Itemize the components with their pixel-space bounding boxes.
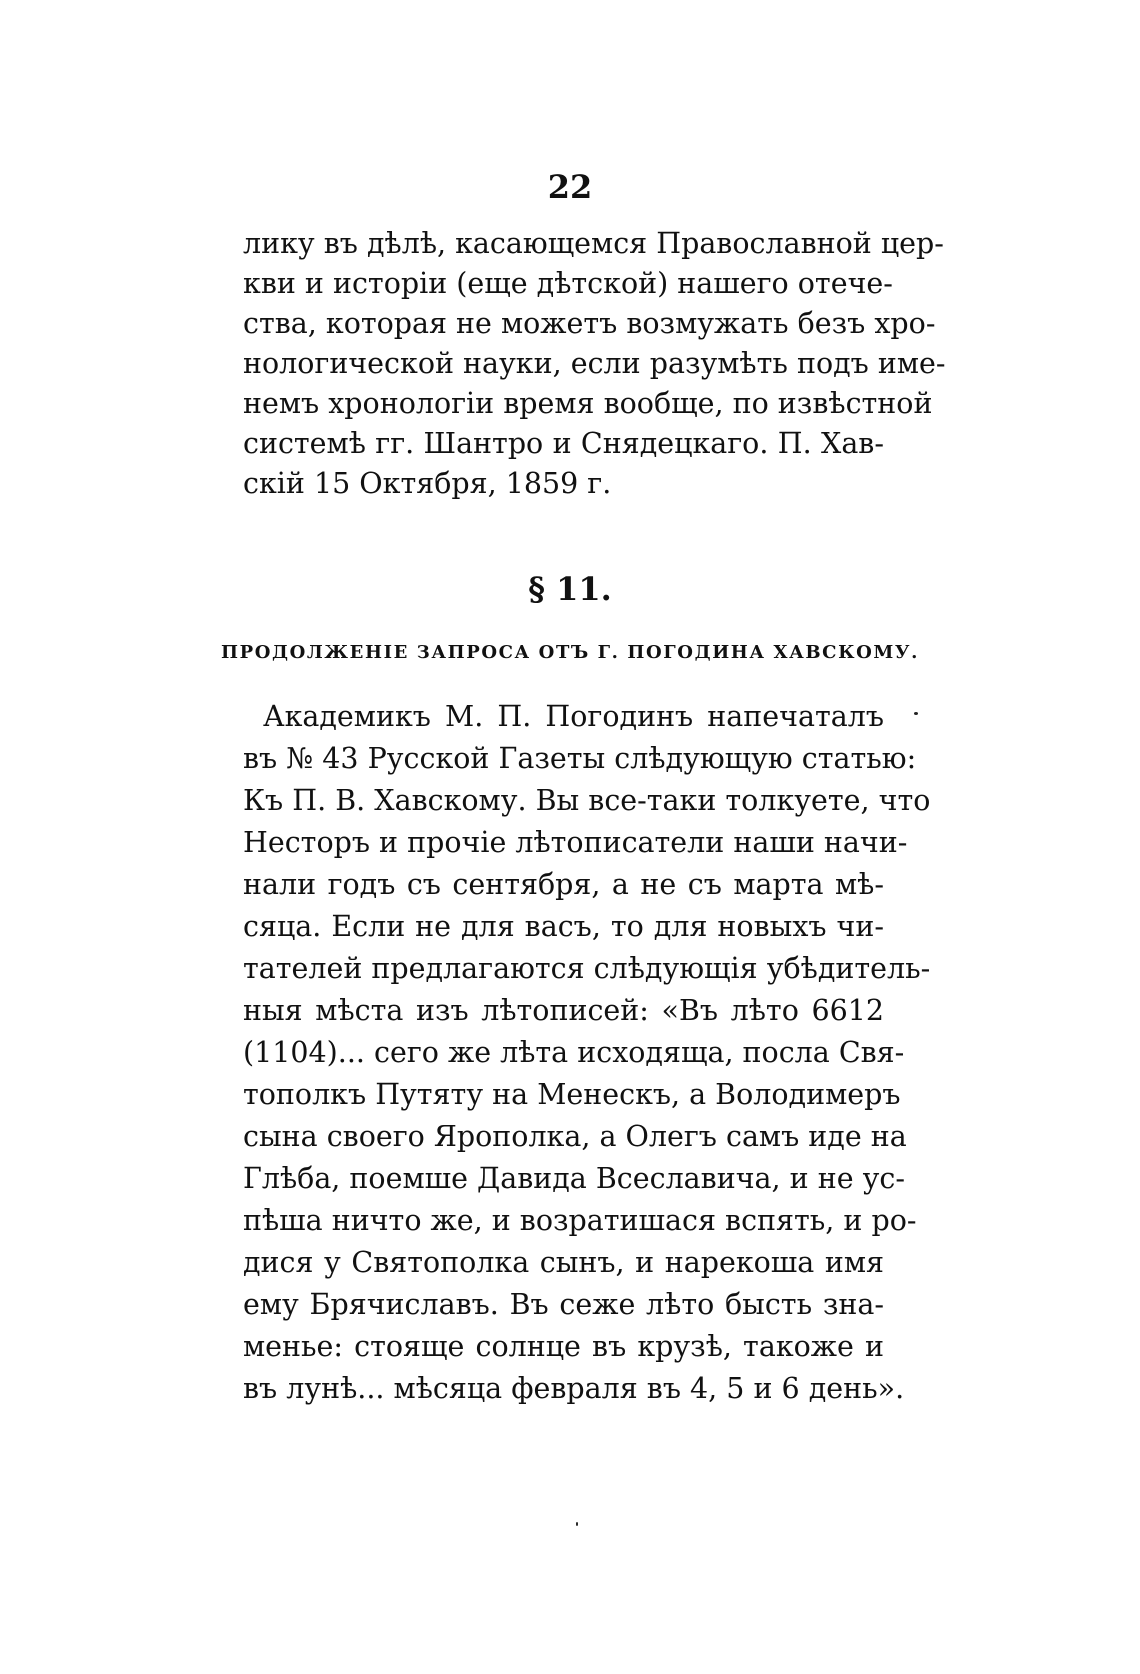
text-line: системѣ гг. Шантро и Снядецкаго. П. Хав-	[243, 427, 884, 460]
text-line: (1104)... сего же лѣта исходяща, посла Свя-	[243, 1036, 905, 1069]
text-line: Глѣба, поемше Давида Всеславича, и не ус-	[243, 1162, 905, 1195]
text-line: менье: стояще солнце въ крузѣ, такоже и	[243, 1330, 884, 1363]
text-line: тателей предлагаются слѣдующія убѣдитель-	[243, 952, 931, 985]
text-line: ему Брячиславъ. Въ сеже лѣто бысть зна-	[243, 1288, 884, 1321]
text-line: сяца. Если не для васъ, то для новыхъ чи-	[243, 910, 884, 943]
section-number: § 11.	[528, 570, 612, 608]
text-line: нологической науки, если разумѣть подъ име-	[243, 347, 946, 380]
text-line: пѣша ничто же, и возратишася вспять, и ро-	[243, 1204, 917, 1237]
ink-speck	[576, 1522, 578, 1526]
page-number: 22	[547, 168, 593, 206]
text-line: дися у Святополка сынъ, и нарекоша имя	[243, 1246, 884, 1279]
text-line: ныя мѣста изъ лѣтописей: «Въ лѣто 6612	[243, 994, 884, 1027]
text-line: въ № 43 Русской Газеты слѣдующую статью:	[243, 742, 917, 775]
text-line: нали годъ съ сентября, а не съ марта мѣ-	[243, 868, 884, 901]
text-line: тополкъ Путяту на Менескъ, а Володимеръ	[243, 1078, 901, 1111]
ink-speck	[914, 712, 918, 715]
text-line: сына своего Ярополка, а Олегъ самъ иде на	[243, 1120, 907, 1153]
text-line: ства, которая не можетъ возмужать безъ хро-	[243, 307, 936, 340]
text-line: скій 15 Октября, 1859 г.	[243, 467, 612, 500]
text-line: немъ хронологіи время вообще, по извѣстной	[243, 387, 933, 420]
section-heading: ПРОДОЛЖЕНІЕ ЗАПРОСА ОТЪ Г. ПОГОДИНА ХАВСКОМУ.	[221, 642, 919, 663]
text-line: Академикъ М. П. Погодинъ напечаталъ	[263, 700, 884, 733]
text-line: лику въ дѣлѣ, касающемся Православной цер-	[243, 227, 944, 260]
text-line: Несторъ и прочіе лѣтописатели наши начи-	[243, 826, 908, 859]
text-line: въ лунѣ... мѣсяца февраля въ 4, 5 и 6 день».	[243, 1372, 905, 1405]
text-line: Къ П. В. Хавскому. Вы все-таки толкуете, что	[243, 784, 931, 817]
text-line: кви и исторіи (еще дѣтской) нашего отече-	[243, 267, 893, 300]
